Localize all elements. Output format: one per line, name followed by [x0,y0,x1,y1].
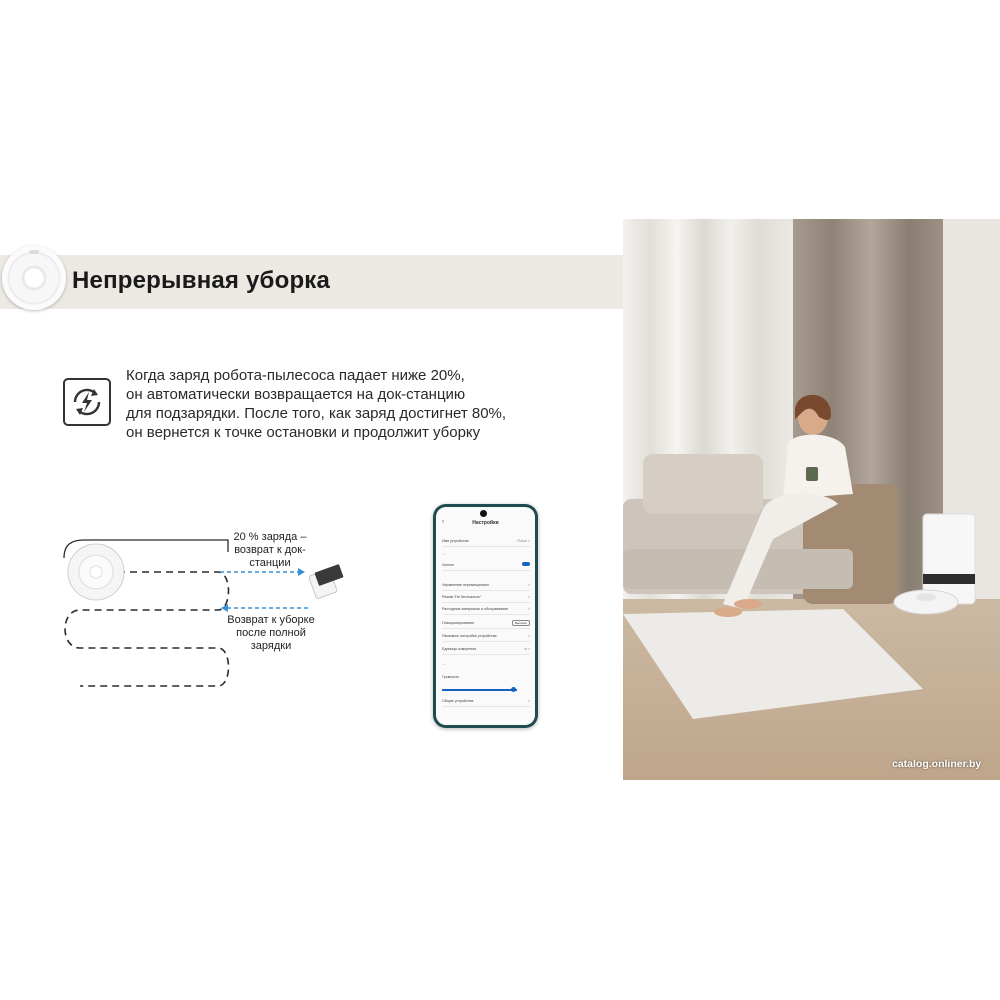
description-line: Когда заряд робота-пылесоса падает ниже 20%, [126,367,465,384]
resume-cleaning-label: Возврат к уборке после полной зарядки [227,614,315,652]
settings-section-divider: — [442,662,446,666]
settings-row[interactable]: Расходные материалы и обслуживание > [442,605,530,615]
watermark: catalog.onliner.by [892,758,982,770]
settings-row[interactable]: Управление перемещением > [442,581,530,591]
settings-row[interactable]: Единицы измерения м > [442,645,530,655]
living-room-photo [623,219,1000,780]
toggle-switch[interactable] [522,562,530,566]
settings-row[interactable]: Имя устройства Robot > [442,537,530,547]
settings-row: Громкость [442,675,460,679]
description-line: он автоматически возвращается на док-станцию [126,386,466,403]
back-icon[interactable]: ‹ [442,519,444,525]
camera-notch [480,510,487,517]
return-to-dock-label: 20 % заряда – возврат к док- станции [233,531,307,569]
settings-row[interactable]: Volume [442,561,530,571]
settings-row[interactable]: Режим "Не беспокоить" > [442,593,530,603]
description-line: он вернется к точке остановки и продолжит уборку [126,424,481,441]
smartphone-mockup [433,504,538,728]
phone-screen [436,507,535,725]
route-svg [50,520,390,700]
robot-icon [68,544,124,600]
volume-slider[interactable] [442,689,517,691]
battery-charge-cycle-icon [63,378,111,426]
settings-row[interactable]: Языковые настройки устройства > [442,632,530,642]
page-title: Непрерывная уборка [72,267,331,294]
settings-row[interactable]: Общие устройства > [442,697,530,707]
robot-vacuum-avatar [2,246,66,310]
phone-screen-title: Настройки [472,520,499,526]
description-line: для подзарядки. После того, как заряд достигнет 80%, [126,405,507,422]
volume-slider-handle[interactable] [511,687,516,692]
settings-section-divider: — [442,552,446,556]
description-text [126,366,566,442]
settings-row[interactable]: Позиционирование Высокое [442,619,530,629]
cleaning-route-diagram [50,520,390,700]
